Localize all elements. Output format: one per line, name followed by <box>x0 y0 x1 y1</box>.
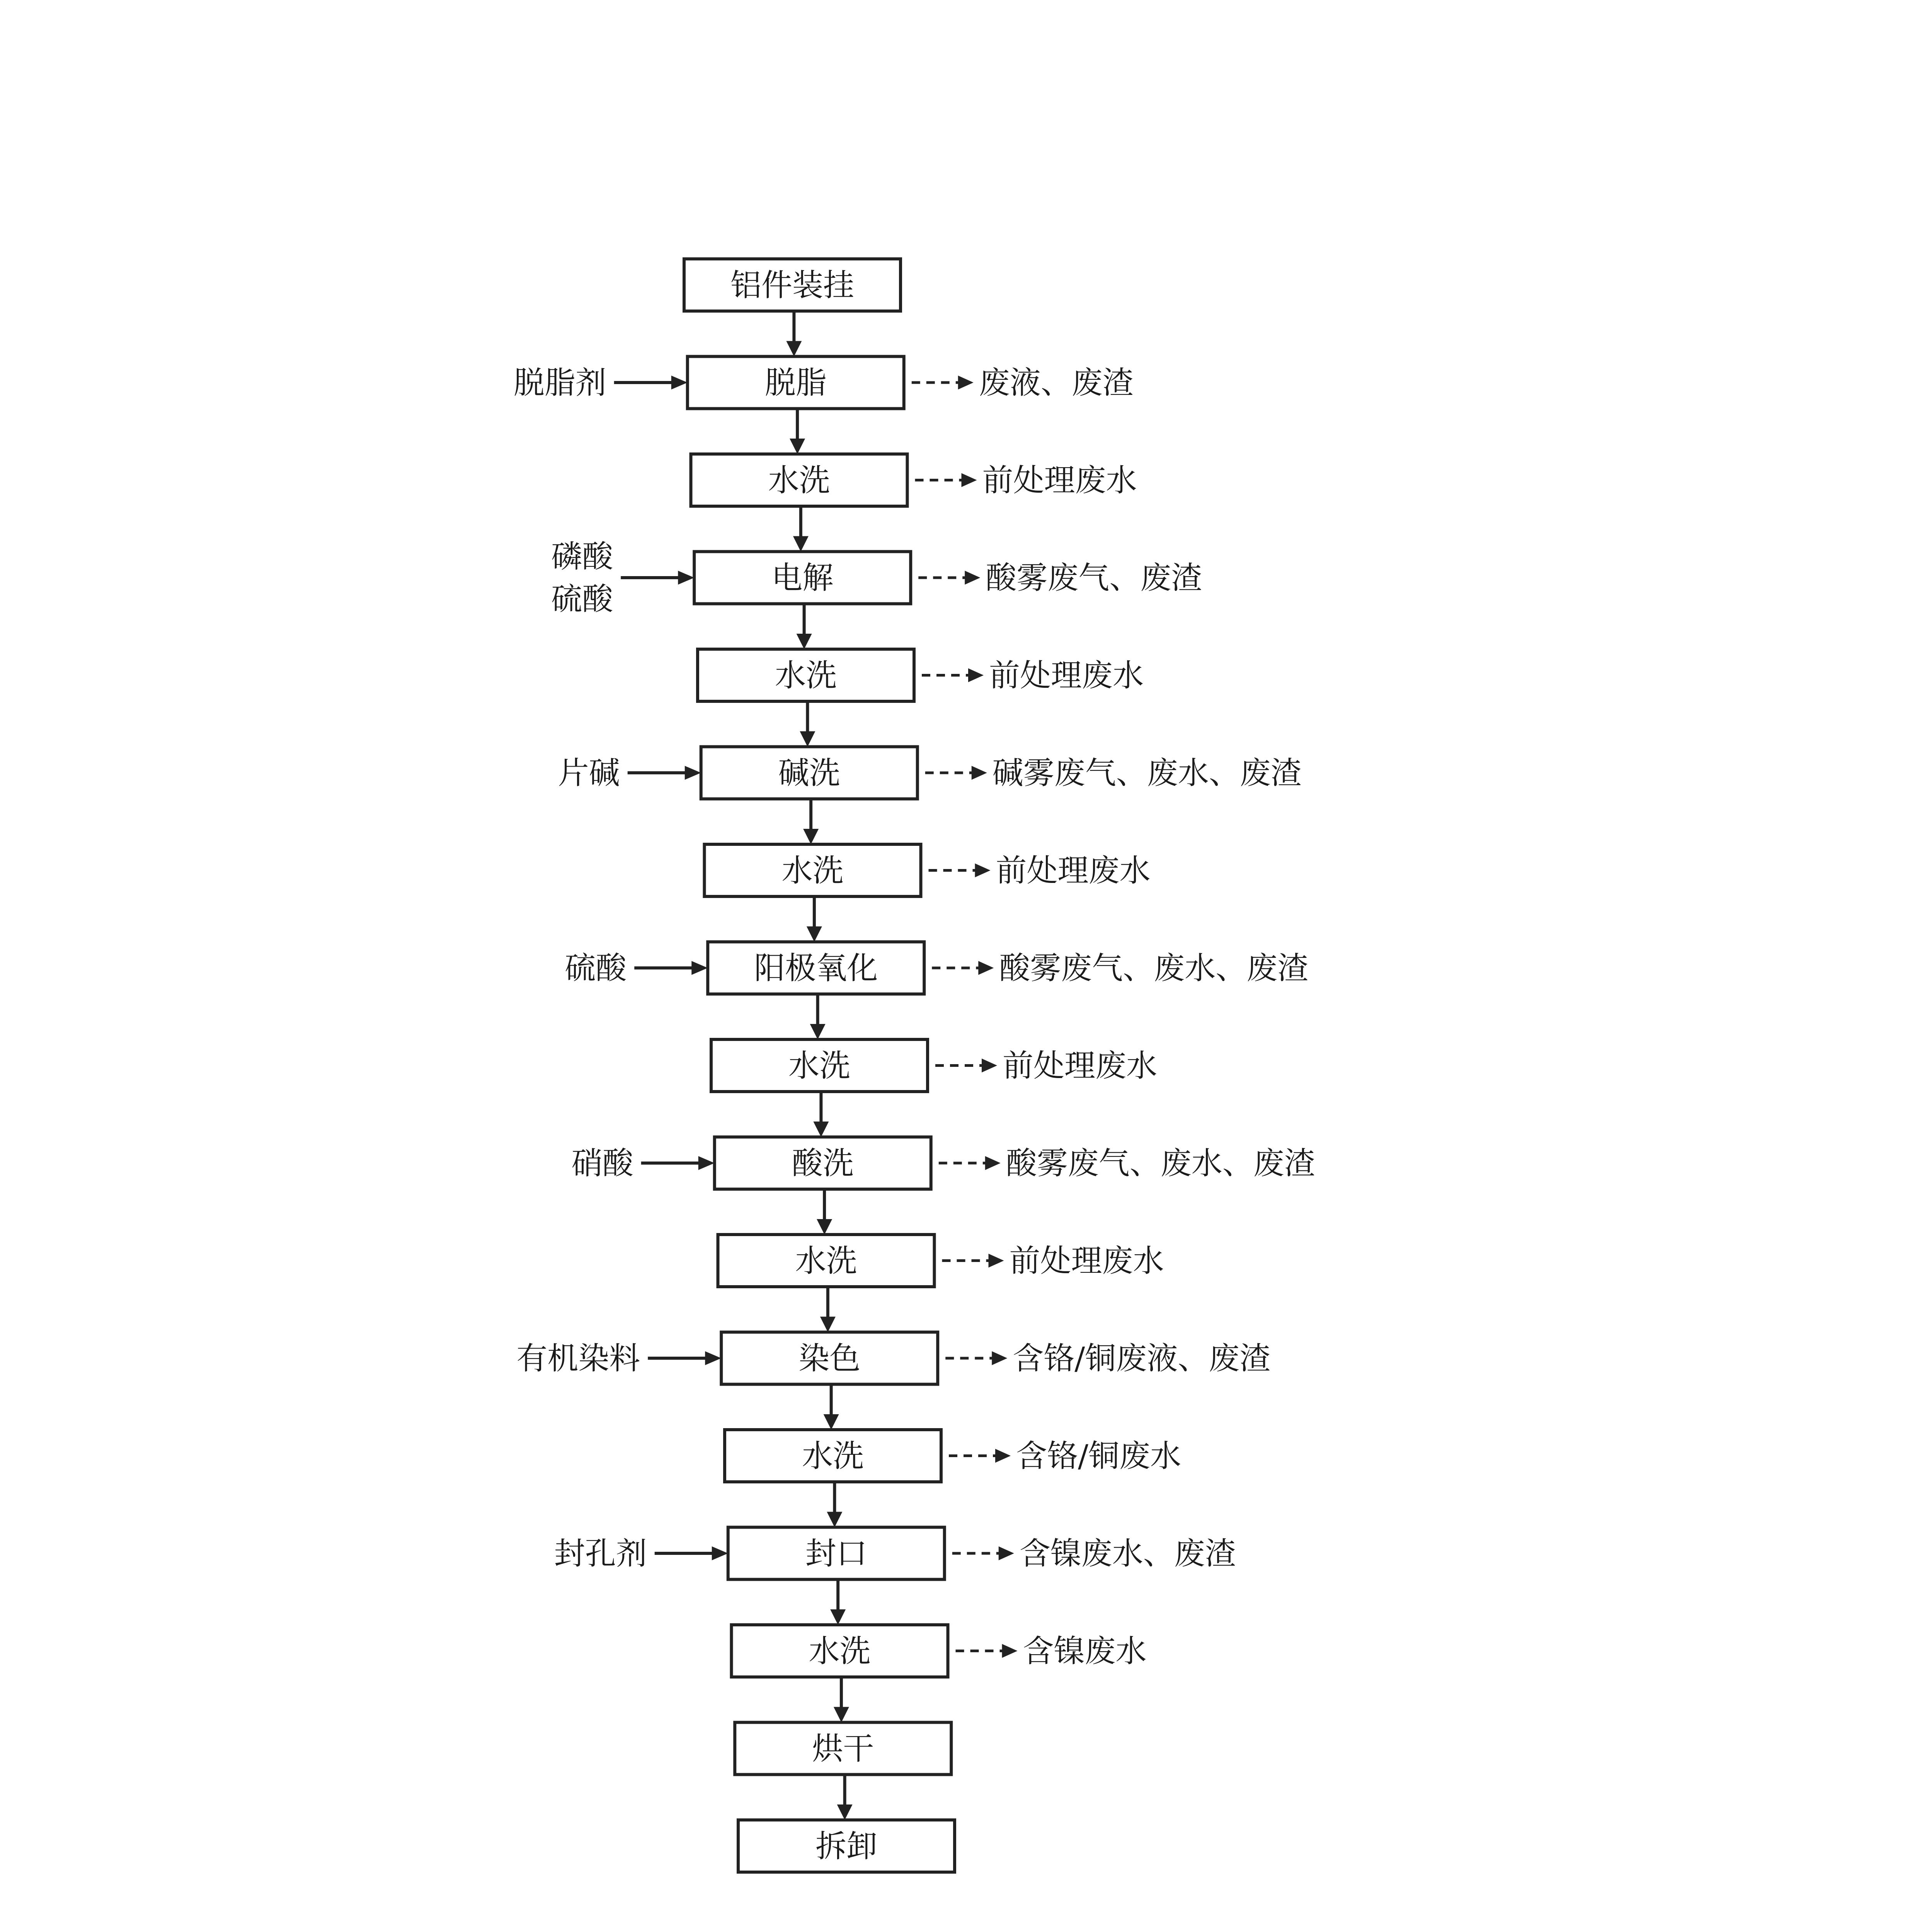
output-arrowhead <box>978 961 994 975</box>
process-step <box>688 357 904 409</box>
pollutant-output-label: 前处理废水 <box>1009 1243 1164 1279</box>
flow-arrowhead <box>790 439 805 454</box>
process-step-label: 水洗 <box>802 1438 864 1474</box>
input-material-label: 脱脂剂 <box>513 365 606 401</box>
pollutant-output-label: 前处理废水 <box>989 657 1144 694</box>
input-material-label: 有机染料 <box>516 1340 640 1376</box>
process-step-label: 阳极氧化 <box>754 950 878 986</box>
pollutant-output-label: 含镍废水、废渣 <box>1019 1536 1236 1571</box>
flow-arrowhead <box>834 1707 849 1723</box>
flow-arrowhead <box>786 341 802 357</box>
process-step <box>691 454 907 506</box>
process-step <box>708 942 924 994</box>
process-step-label: 染色 <box>798 1340 861 1376</box>
process-step <box>725 1430 941 1482</box>
input-arrowhead <box>685 766 701 780</box>
process-step-label: 水洗 <box>795 1243 857 1279</box>
process-step <box>701 747 918 799</box>
input-arrowhead <box>671 376 688 389</box>
pollutant-output-label: 含镍废水 <box>1023 1633 1147 1669</box>
flow-arrowhead <box>800 731 815 747</box>
input-arrowhead <box>712 1546 728 1560</box>
input-material-label: 片碱 <box>558 755 620 791</box>
input-arrowhead <box>678 571 694 585</box>
flow-arrowhead <box>827 1512 842 1527</box>
process-step <box>732 1625 948 1677</box>
process-step-label: 脱脂 <box>764 365 827 401</box>
flow-arrowhead <box>803 829 819 844</box>
process-step <box>718 1235 935 1287</box>
flow-arrowhead <box>807 927 822 942</box>
process-step-label: 水洗 <box>788 1048 850 1084</box>
input-arrowhead <box>691 961 708 975</box>
output-arrowhead <box>975 864 991 878</box>
process-step-label: 水洗 <box>809 1633 871 1669</box>
pollutant-output-label: 前处理废水 <box>1003 1048 1157 1084</box>
flow-arrowhead <box>817 1219 832 1235</box>
pollutant-output-label: 前处理废水 <box>996 852 1151 889</box>
process-step-label: 水洗 <box>775 657 837 694</box>
pollutant-output-label: 前处理废水 <box>982 462 1137 498</box>
process-step <box>698 649 914 701</box>
process-step-label: 酸洗 <box>792 1145 854 1181</box>
process-step <box>738 1820 955 1872</box>
process-step-label: 电解 <box>771 560 834 596</box>
process-step-label: 水洗 <box>768 462 830 498</box>
output-arrowhead <box>999 1546 1014 1560</box>
input-material-label: 硫酸 <box>565 950 627 986</box>
input-arrowhead <box>698 1156 715 1170</box>
process-step <box>711 1039 928 1092</box>
output-arrowhead <box>962 473 977 487</box>
process-step <box>715 1137 931 1189</box>
process-step-label: 碱洗 <box>778 755 840 791</box>
process-step <box>684 259 901 311</box>
output-arrowhead <box>989 1254 1004 1268</box>
flow-arrowhead <box>837 1804 853 1820</box>
input-material-label: 硫酸 <box>551 581 613 617</box>
input-material-label: 磷酸 <box>551 539 613 575</box>
input-material-label: 硝酸 <box>571 1145 633 1181</box>
output-arrowhead <box>1002 1644 1018 1658</box>
pollutant-output-label: 酸雾废气、废水、废渣 <box>1006 1145 1315 1181</box>
pollutant-output-label: 废液、废渣 <box>979 365 1134 401</box>
process-step-label: 拆卸 <box>815 1828 877 1864</box>
process-step-label: 烘干 <box>812 1731 874 1767</box>
flow-arrowhead <box>824 1414 839 1430</box>
output-arrowhead <box>965 571 980 585</box>
process-step-label: 封口 <box>805 1536 867 1571</box>
process-step-label: 铝件装挂 <box>730 267 854 303</box>
output-arrowhead <box>995 1449 1011 1463</box>
pollutant-output-label: 碱雾废气、废水、废渣 <box>992 755 1302 791</box>
process-step <box>705 844 921 896</box>
pollutant-output-label: 酸雾废气、废渣 <box>986 560 1202 596</box>
process-step <box>694 552 911 604</box>
output-arrowhead <box>985 1156 1001 1170</box>
flow-arrowhead <box>820 1317 836 1332</box>
process-step <box>721 1332 938 1384</box>
flow-arrowhead <box>810 1024 826 1039</box>
output-arrowhead <box>972 766 987 780</box>
pollutant-output-label: 含铬/铜废水 <box>1016 1438 1181 1474</box>
flow-arrowhead <box>830 1609 846 1625</box>
process-step <box>735 1723 951 1775</box>
output-arrowhead <box>958 376 974 389</box>
flow-arrowhead <box>813 1122 829 1137</box>
output-arrowhead <box>968 668 984 682</box>
output-arrowhead <box>982 1059 997 1073</box>
pollutant-output-label: 酸雾废气、废水、废渣 <box>999 950 1309 986</box>
output-arrowhead <box>992 1351 1007 1365</box>
flow-arrowhead <box>797 634 812 649</box>
flow-arrowhead <box>793 536 809 552</box>
input-material-label: 封孔剂 <box>554 1536 647 1571</box>
process-step <box>728 1527 945 1580</box>
process-step-label: 水洗 <box>781 852 844 889</box>
pollutant-output-label: 含铬/铜废液、废渣 <box>1013 1340 1271 1376</box>
input-arrowhead <box>705 1351 721 1365</box>
